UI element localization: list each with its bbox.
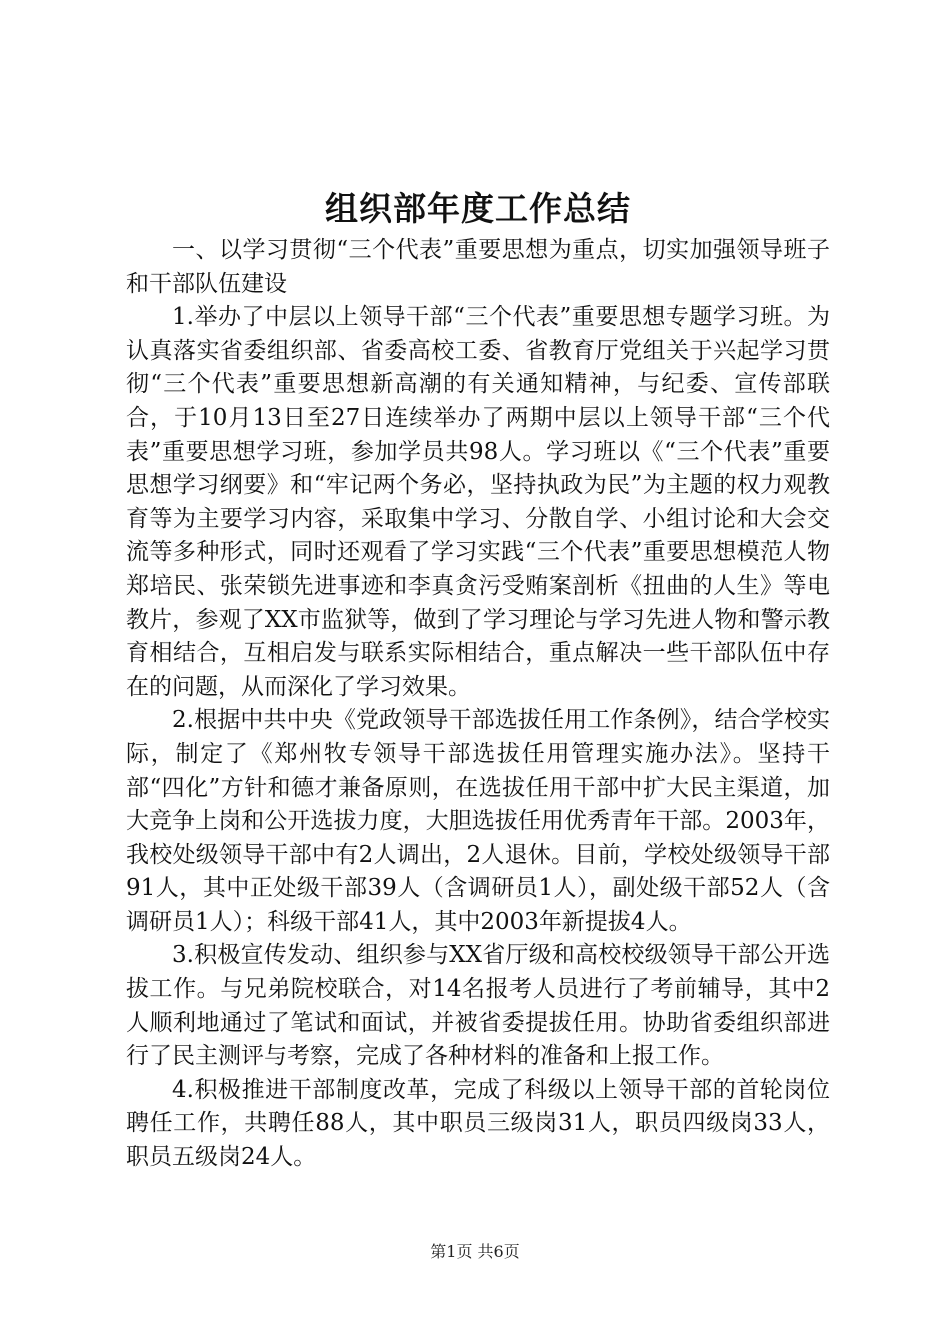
- paragraph-4: 4.积极推进干部制度改革，完成了科级以上领导干部的首轮岗位聘任工作，共聘任88人，其中职员三级岗31人，职员四级岗33人，职员五级岗24人。: [126, 1076, 830, 1171]
- paragraph-3: 3.积极宣传发动、组织参与XX省厅级和高校校级领导干部公开选拔工作。与兄弟院校联合，对14名报考人员进行了考前辅导，其中2人顺利地通过了笔试和面试，并被省委提拔任用。协助省委组织部进行了民主测评与考察，完成了各种材料的准备和上报工作。: [126, 942, 830, 1070]
- document-title: 组织部年度工作总结: [325, 189, 631, 228]
- paragraph-2: 2.根据中共中央《党政领导干部选拔任用工作条例》，结合学校实际，制定了《郑州牧专领导干部选拔任用管理实施办法》。坚持干部“四化”方针和德才兼备原则，在选拔任用干部中扩大民主渠道，加大竞争上岗和公开选拔力度，大胆选拔任用优秀青年干部。2003年，我校处级领导干部中有2人调出，2人退休。目前，学校处级领导干部91人，其中正处级干部39人（含调研员1人），副处级干部52人（含调研员1人）；科级干部41人，其中2003年新提拔4人。: [126, 707, 830, 935]
- document-body: [126, 234, 830, 1175]
- section-heading: 一、以学习贯彻“三个代表”重要思想为重点，切实加强领导班子和干部队伍建设: [126, 237, 830, 297]
- paragraph-1: 1.举办了中层以上领导干部“三个代表”重要思想专题学习班。为认真落实省委组织部、省委高校工委、省教育厅党组关于兴起学习贯彻“三个代表”重要思想新高潮的有关通知精神，与纪委、宣传部联合，于10月13日至27日连续举办了两期中层以上领导干部“三个代表”重要思想学习班，参加学员共98人。学习班以《“三个代表”重要思想学习纲要》和“牢记两个务必，坚持执政为民”为主题的权力观教育等为主要学习内容，采取集中学习、分散自学、小组讨论和大会交流等多种形式，同时还观看了学习实践“三个代表”重要思想模范人物郑培民、张荣锁先进事迹和李真贪污受贿案剖析《扭曲的人生》等电教片，参观了XX市监狱等，做到了学习理论与学习先进人物和警示教育相结合，互相启发与联系实际相结合，重点解决一些干部队伍中存在的问题，从而深化了学习效果。: [126, 304, 830, 700]
- page-number-footer: 第1页 共6页: [430, 1242, 520, 1261]
